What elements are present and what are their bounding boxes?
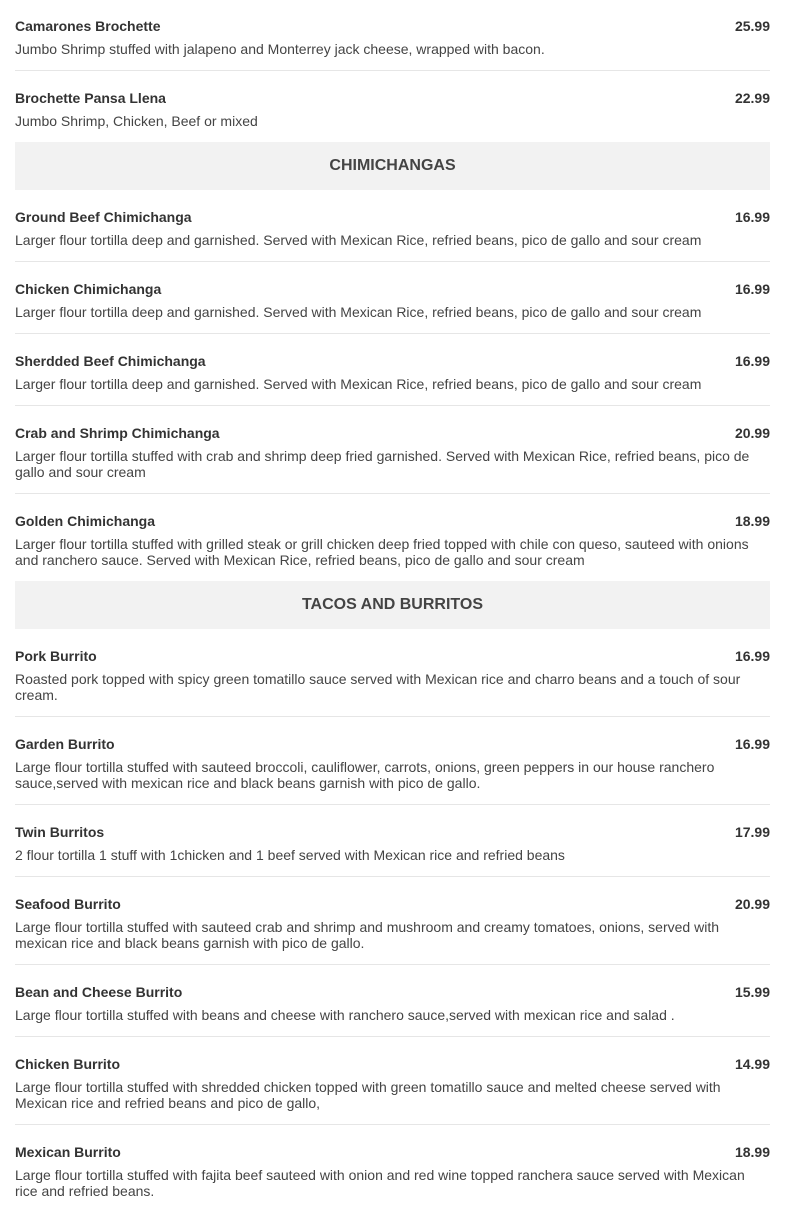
- item-name: Bean and Cheese Burrito: [15, 984, 183, 1000]
- item-description: Larger flour tortilla deep and garnished. Served with Mexican Rice, refried beans, pico de gallo and sour cream: [15, 232, 702, 248]
- menu-item: [15, 493, 770, 581]
- menu-list: [15, 0, 770, 1212]
- item-name: Sherdded Beef Chimichanga: [15, 353, 206, 369]
- menu-item: [15, 1124, 770, 1212]
- menu-item: [15, 333, 770, 405]
- item-description: Larger flour tortilla deep and garnished. Served with Mexican Rice, refried beans, pico de gallo and sour cream: [15, 304, 702, 320]
- menu-item: [15, 1036, 770, 1124]
- menu-item: [15, 405, 770, 493]
- menu-item: [15, 190, 770, 261]
- item-description: Large flour tortilla stuffed with sauteed broccoli, cauliflower, carrots, onions, green peppers in our house ranchero sauce,served with mexican rice and black beans garnish with pico de gallo.: [15, 759, 715, 791]
- item-price: 16.99: [734, 209, 770, 225]
- item-price: 15.99: [734, 984, 770, 1000]
- menu-item: [15, 70, 770, 142]
- item-name: Pork Burrito: [15, 648, 97, 664]
- item-description: Roasted pork topped with spicy green tomatillo sauce served with Mexican rice and charro beans and a touch of sour cream.: [15, 671, 741, 703]
- item-price: 14.99: [734, 1056, 770, 1072]
- item-name: Brochette Pansa Llena: [15, 90, 166, 106]
- item-description: 2 flour tortilla 1 stuff with 1chicken and 1 beef served with Mexican rice and refried beans: [15, 847, 565, 863]
- item-name: Ground Beef Chimichanga: [15, 209, 192, 225]
- item-name: Chicken Burrito: [15, 1056, 121, 1072]
- item-price: 16.99: [734, 648, 770, 664]
- item-name: Twin Burritos: [15, 824, 105, 840]
- section-header-chimichangas: CHIMICHANGAS: [15, 142, 770, 190]
- menu-item: [15, 876, 770, 964]
- menu-item: [15, 629, 770, 716]
- item-name: Chicken Chimichanga: [15, 281, 162, 297]
- item-price: 16.99: [734, 736, 770, 752]
- item-price: 18.99: [734, 513, 770, 529]
- item-name: Seafood Burrito: [15, 896, 121, 912]
- item-price: 20.99: [734, 896, 770, 912]
- item-description: Large flour tortilla stuffed with beans and cheese with ranchero sauce,served with mexican rice and salad .: [15, 1007, 675, 1023]
- item-price: 22.99: [734, 90, 770, 106]
- item-name: Crab and Shrimp Chimichanga: [15, 425, 220, 441]
- item-description: Large flour tortilla stuffed with sauteed crab and shrimp and mushroom and creamy tomatoes, onions, served with mexican rice and black beans garnish with pico de gallo.: [15, 919, 719, 951]
- item-name: Mexican Burrito: [15, 1144, 121, 1160]
- item-description: Jumbo Shrimp stuffed with jalapeno and Monterrey jack cheese, wrapped with bacon.: [15, 41, 545, 57]
- menu-item: [15, 261, 770, 333]
- menu-item: [15, 0, 770, 70]
- item-price: 17.99: [734, 824, 770, 840]
- item-price: 25.99: [734, 18, 770, 34]
- item-description: Larger flour tortilla stuffed with crab and shrimp deep fried garnished. Served with Mexican Rice, refried beans, pico de gallo and sour cream: [15, 448, 750, 480]
- item-price: 16.99: [734, 353, 770, 369]
- item-price: 20.99: [734, 425, 770, 441]
- item-description: Larger flour tortilla deep and garnished. Served with Mexican Rice, refried beans, pico de gallo and sour cream: [15, 376, 702, 392]
- menu-item: [15, 964, 770, 1036]
- menu-item: [15, 716, 770, 804]
- menu-item: [15, 804, 770, 876]
- item-price: 18.99: [734, 1144, 770, 1160]
- item-price: 16.99: [734, 281, 770, 297]
- item-description: Large flour tortilla stuffed with fajita beef sauteed with onion and red wine topped ranchera sauce served with Mexican rice and refried beans.: [15, 1167, 745, 1199]
- item-description: Large flour tortilla stuffed with shredded chicken topped with green tomatillo sauce and melted cheese served with Mexican rice and refried beans and pico de gallo,: [15, 1079, 721, 1111]
- item-description: Jumbo Shrimp, Chicken, Beef or mixed: [15, 113, 258, 129]
- item-name: Golden Chimichanga: [15, 513, 156, 529]
- item-name: Garden Burrito: [15, 736, 115, 752]
- section-header-tacos-and-burritos: TACOS AND BURRITOS: [15, 581, 770, 629]
- item-name: Camarones Brochette: [15, 18, 161, 34]
- item-description: Larger flour tortilla stuffed with grilled steak or grill chicken deep fried topped with chile con queso, sauteed with onions and ranchero sauce. Served with Mexican Rice, refried beans, pico de gallo and sour cream: [15, 536, 749, 568]
